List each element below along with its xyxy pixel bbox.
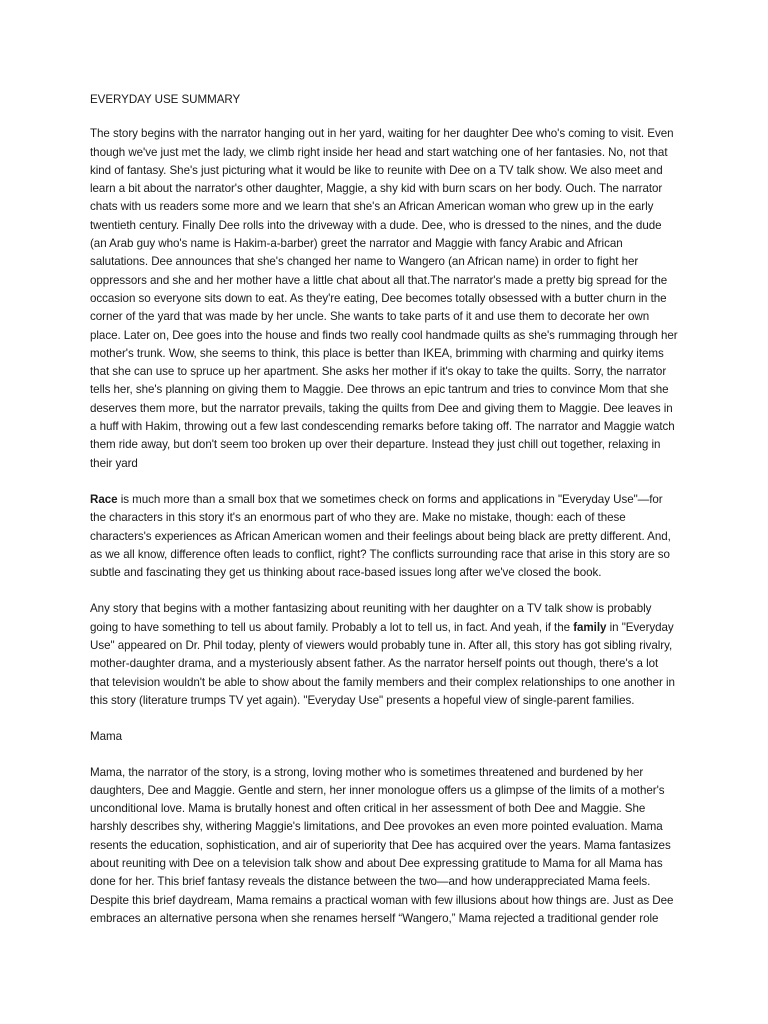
mama-paragraph: Mama, the narrator of the story, is a strong, loving mother who is sometimes threatened and burdened by her daughters, Dee and Maggie. Gentle and stern, her inner monologue offers us a glimpse of the limits of a mother's unconditional love. Mama is brutally honest and often critical in her assessment of both Dee and Maggie. She harshly describes shy, withering Maggie's limitations, and Dee provokes an even more pointed evaluation. Mama resents the education, sophistication, and air of superiority that Dee has acquired over the years. Mama fantasizes about reuniting with Dee on a television talk show and about Dee expressing gratitude to Mama for all Mama has done for her. This brief fantasy reveals the distance between the two—and how underappreciated Mama feels. Despite this brief daydream, Mama remains a practical woman with few illusions about how things are. Just as Dee embraces an alternative persona when she renames herself “Wangero,” Mama rejected a traditional gender role [90, 765, 674, 925]
race-keyword: Race [90, 492, 118, 506]
document-page [90, 91, 680, 946]
summary-paragraph: The story begins with the narrator hanging out in her yard, waiting for her daughter Dee who's coming to visit. Even though we've just met the lady, we climb right inside her head and start watching one of her fantasies. No, not that kind of fantasy. She's just picturing what it would be like to reunite with Dee on a TV talk show. We also meet and learn a bit about the narrator's other daughter, Maggie, a shy kid with burn scars on her body. Ouch. The narrator chats with us readers some more and we learn that she's an African American woman who grew up in the early twentieth century. Finally Dee rolls into the driveway with a dude. Dee, who is dressed to the nines, and the dude (an Arab guy who's name is Hakim-a-barber) greet the narrator and Maggie with fancy Arabic and African salutations. Dee announces that she's changed her name to Wangero (an African name) in order to fight her oppressors and she and her mother have a little chat about all that.The narrator's made a pretty big spread for the occasion so everyone sits down to eat. As they're eating, Dee becomes totally obsessed with a butter churn in the corner of the yard that was made by her uncle. She wants to take parts of it and use them to decorate her own place. Later on, Dee goes into the house and finds two really cool handmade quilts as she's rummaging through her mother's trunk. Wow, she seems to think, this place is better than IKEA, brimming with charming and quirky items that she can use to spruce up her apartment. She asks her mother if it's okay to take the quilts. Sorry, the narrator tells her, she's planning on giving them to Maggie. Dee throws an epic tantrum and tries to convince Mom that she deserves them more, but the narrator prevails, taking the quilts from Dee and giving them to Maggie. Dee leaves in a huff with Hakim, throwing out a few last condescending remarks before taking off. The narrator and Maggie watch them ride away, but don't seem too broken up over their departure. Instead they just chill out together, relaxing in their yard [90, 127, 678, 470]
family-paragraph-start: Any story that begins with a mother fantasizing about reuniting with her daughter on a TV talk show is probably going to have something to tell us about family. Probably a lot to tell us, in fact. And yeah, if the [90, 602, 652, 634]
mama-heading: Mama [90, 730, 123, 744]
family-paragraph [90, 600, 680, 710]
family-keyword: family [573, 620, 607, 634]
race-paragraph-text: is much more than a small box that we sometimes check on forms and applications in "Everyday Use"—for the characters in this story it's an enormous part of who they are. Make no mistake, though: each of these characters's experiences as African American women and their feelings about being black are pretty different. And, as we all know, difference often leads to conflict, right? The conflicts surrounding race that arise in this story are so subtle and fascinating they get us thinking about race-based issues long after we've closed the book. [90, 492, 671, 580]
document-title: EVERYDAY USE SUMMARY [90, 93, 241, 106]
race-paragraph [90, 491, 680, 582]
family-paragraph-end: in "Everyday Use" appeared on Dr. Phil today, plenty of viewers would probably tune in. After all, this story has got sibling rivalry, mother-daughter drama, and a mysteriously absent father. As the narrator herself points out though, there's a lot that television wouldn't be able to show about the family members and their complex relationships to one another in this story (literature trumps TV yet again). "Everyday Use" presents a hopeful view of single-parent families. [90, 620, 675, 707]
